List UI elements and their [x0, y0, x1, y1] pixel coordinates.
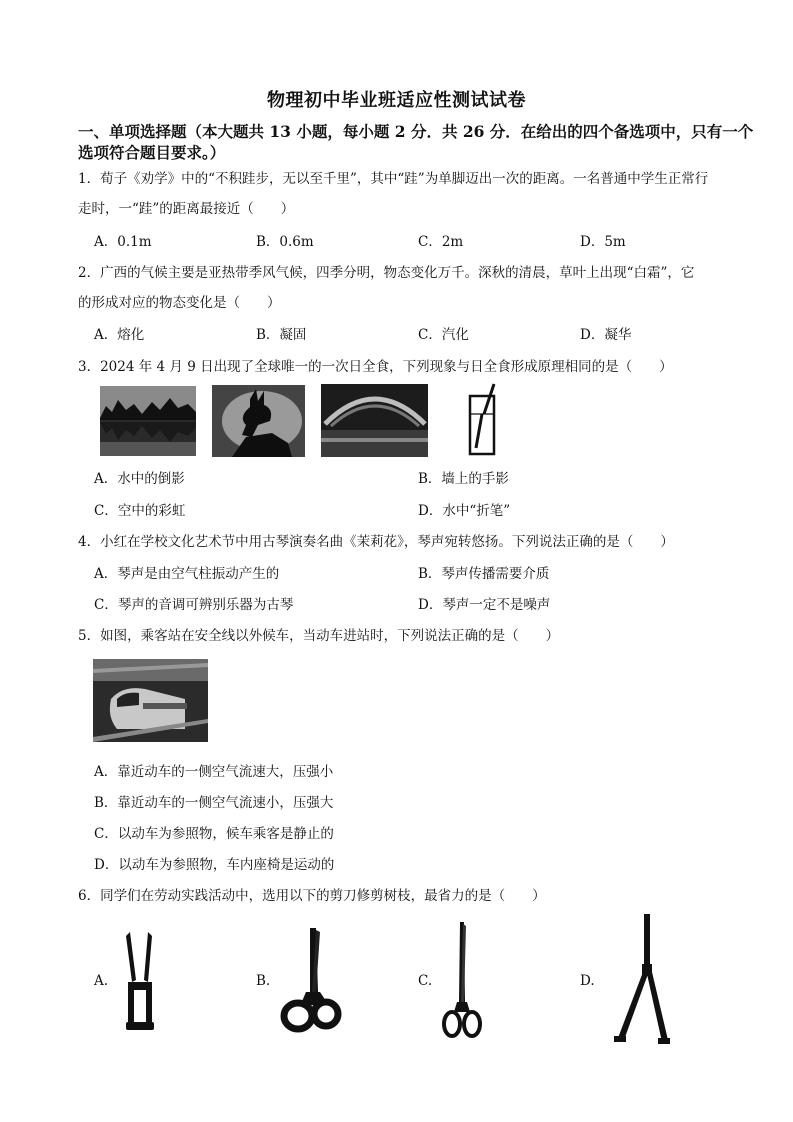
long-handle-pruning-shears-icon [612, 912, 672, 1046]
question-6-line1: 6．同学们在劳动实践活动中，选用以下的剪刀修剪树枝，最省力的是（ ） [78, 888, 546, 904]
q4-option-d: D．琴声一定不是噪声 [418, 597, 551, 613]
q6-label-c: C. [418, 973, 433, 989]
q4-option-a: A．琴声是由空气柱振动产生的 [94, 566, 280, 582]
q5-option-b: B．靠近动车的一侧空气流速小，压强大 [94, 795, 334, 811]
question-1-line2: 走时，一“跬”的距离最接近（ ） [78, 201, 295, 217]
thread-snips-icon [122, 930, 158, 1032]
q2-option-b: B．凝固 [256, 327, 307, 343]
question-4-line1: 4．小红在学校文化艺术节中用古琴演奏名曲《茉莉花》，琴声宛转悠扬。下列说法正确的是（ ） [78, 534, 674, 550]
q3-option-c: C．空中的彩虹 [94, 503, 186, 519]
q3-option-b: B．墙上的手影 [418, 471, 509, 487]
long-blade-scissors-icon [440, 920, 484, 1042]
pencil-in-water-glass [464, 382, 500, 458]
q6-label-a: A. [94, 973, 109, 989]
page-title: 物理初中毕业班适应性测试试卷 [267, 90, 526, 111]
reflection-photo [100, 386, 196, 456]
q5-option-c: C．以动车为参照物，候车乘客是静止的 [94, 826, 334, 842]
question-2-line1: 2．广西的气候主要是亚热带季风气候，四季分明，物态变化万千。深秋的清晨，草叶上出现“白霜”，它 [78, 265, 695, 281]
q2-option-a: A．熔化 [94, 327, 145, 343]
q2-option-c: C．汽化 [418, 327, 469, 343]
q6-label-d: D. [580, 973, 595, 989]
question-5-line1: 5．如图，乘客站在安全线以外候车，当动车进站时，下列说法正确的是（ ） [78, 628, 560, 644]
q4-option-b: B．琴声传播需要介质 [418, 566, 550, 582]
question-3-line1: 3．2024 年 4 月 9 日出现了全球唯一的一次日全食，下列现象与日全食形成原理相同的是（ ） [78, 359, 673, 375]
q1-option-a: A．0.1m [94, 234, 152, 250]
q1-option-b: B．0.6m [256, 234, 314, 250]
q5-option-a: A．靠近动车的一侧空气流速大，压强小 [94, 764, 334, 780]
section-heading-line1: 一、单项选择题（本大题共 13 小题，每小题 2 分．共 26 分．在给出的四个备选项中，只有一个 [78, 122, 754, 141]
question-1-line1: 1．荀子《劝学》中的“不积跬步，无以至千里”，其中“跬”为单脚迈出一次的距离。一名普通中学生正常行 [78, 171, 709, 187]
q5-option-d: D．以动车为参照物，车内座椅是运动的 [94, 857, 335, 873]
rainbow-photo [321, 384, 428, 457]
q4-option-c: C．琴声的音调可辨别乐器为古琴 [94, 597, 294, 613]
train-station-photo [93, 659, 208, 742]
q2-option-d: D．凝华 [580, 327, 632, 343]
large-handle-scissors-icon [280, 926, 342, 1036]
question-2-line2: 的形成对应的物态变化是（ ） [78, 295, 281, 311]
hand-shadow-photo [212, 385, 305, 457]
q1-option-c: C．2m [418, 234, 464, 250]
q1-option-d: D．5m [580, 234, 626, 250]
q3-option-d: D．水中“折笔” [418, 503, 511, 519]
q6-label-b: B. [256, 973, 271, 989]
q3-option-a: A．水中的倒影 [94, 471, 185, 487]
section-heading-line2: 选项符合题目要求。） [78, 143, 226, 162]
